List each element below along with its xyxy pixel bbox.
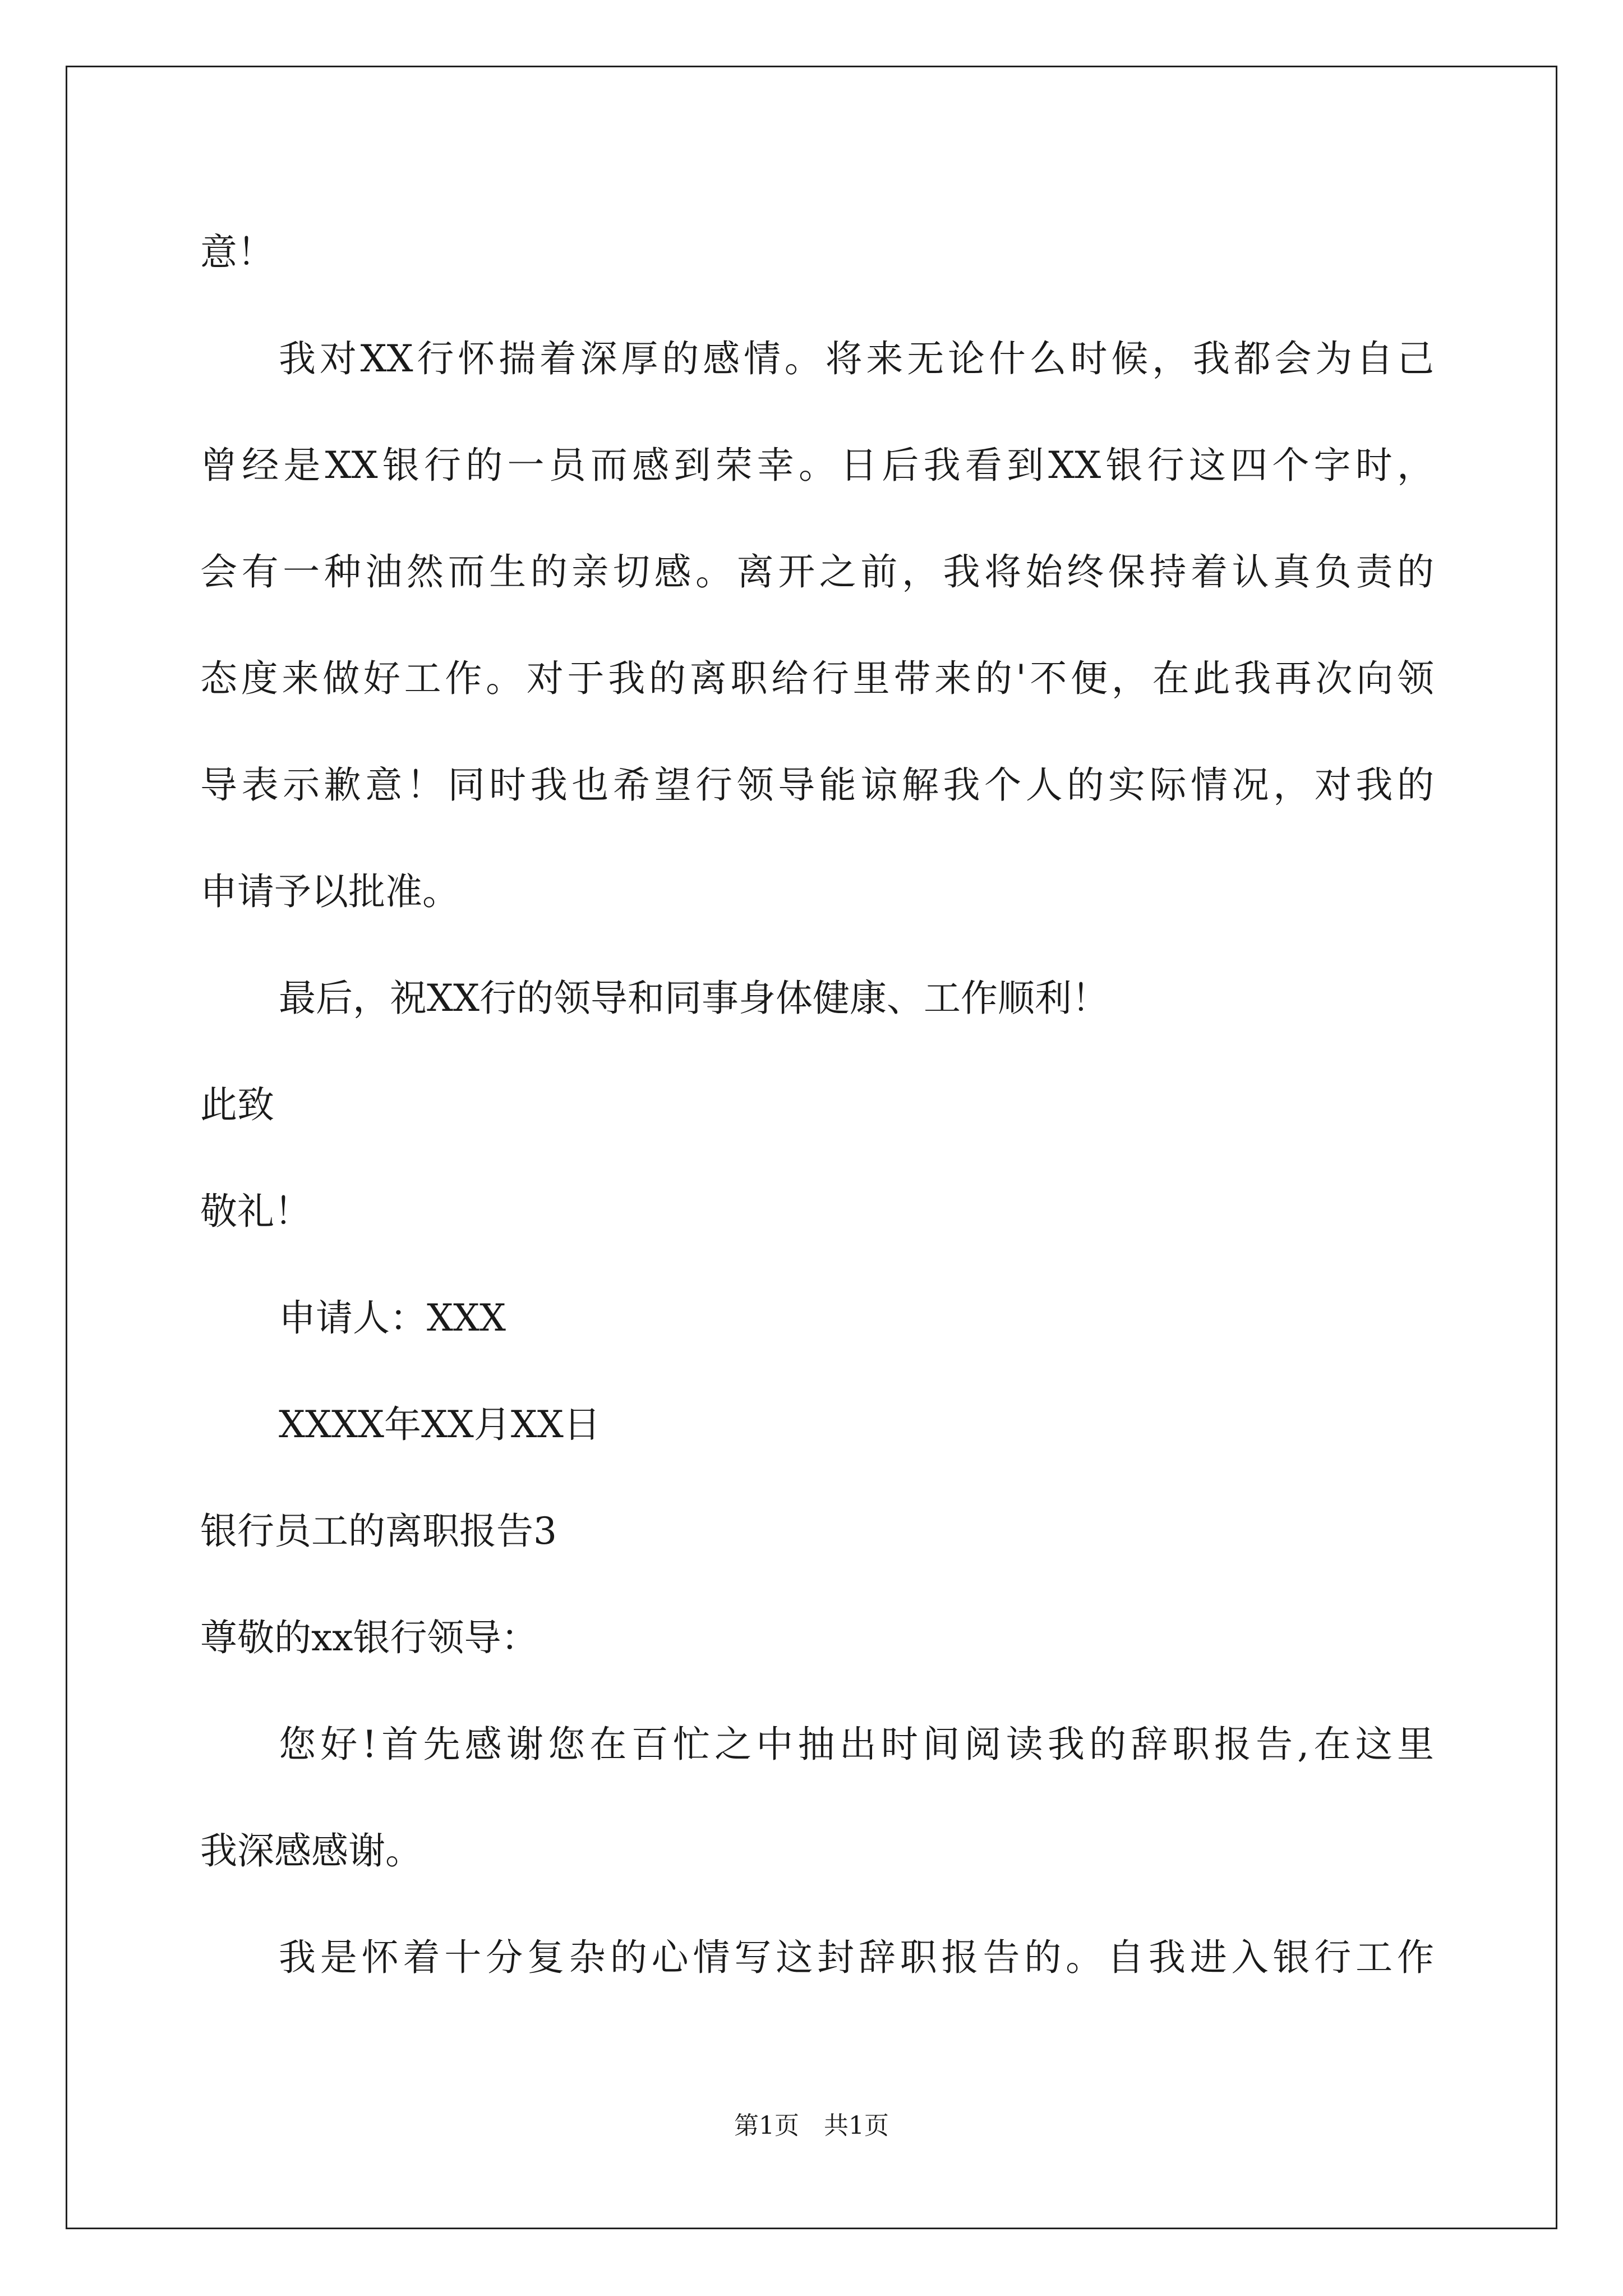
date-line: XXXX年XX月XX日 (279, 1403, 601, 1446)
paragraph-line: 您好!首先感谢您在百忙之中抽出时间阅读我的辞职报告,在这里 (279, 1723, 1434, 1766)
salutation-closing: 此致 (200, 1083, 274, 1126)
addressee-line: 尊敬的xx银行领导： (200, 1616, 538, 1659)
paragraph-line: 我深感感谢。 (200, 1829, 422, 1872)
salutation-regards: 敬礼！ (200, 1190, 311, 1233)
applicant-line: 申请人：XXX (279, 1296, 506, 1340)
paragraph-line: 态度来做好工作。对于我的离职给行里带来的'不便，在此我再次向领 (200, 657, 1434, 700)
paragraph-line: 我对XX行怀揣着深厚的感情。将来无论什么时候，我都会为自己 (279, 337, 1434, 380)
paragraph-line: 申请予以批准。 (200, 870, 459, 913)
paragraph-line: 会有一种油然而生的亲切感。离开之前，我将始终保持着认真负责的 (200, 550, 1434, 593)
closing-wish: 最后，祝XX行的领导和同事身体健康、工作顺利！ (279, 977, 1109, 1020)
paragraph-line: 导表示歉意！同时我也希望行领导能谅解我个人的实际情况，对我的 (200, 763, 1434, 807)
text-line: 意！ (200, 231, 274, 274)
paragraph-line: 我是怀着十分复杂的心情写这封辞职报告的。自我进入银行工作 (279, 1936, 1434, 1979)
page-border (66, 66, 1557, 2229)
paragraph-line: 曾经是XX银行的一员而感到荣幸。日后我看到XX银行这四个字时， (200, 444, 1434, 487)
page-footer: 第1页 共1页 (734, 2111, 889, 2140)
section-title: 银行员工的离职报告3 (200, 1510, 557, 1553)
